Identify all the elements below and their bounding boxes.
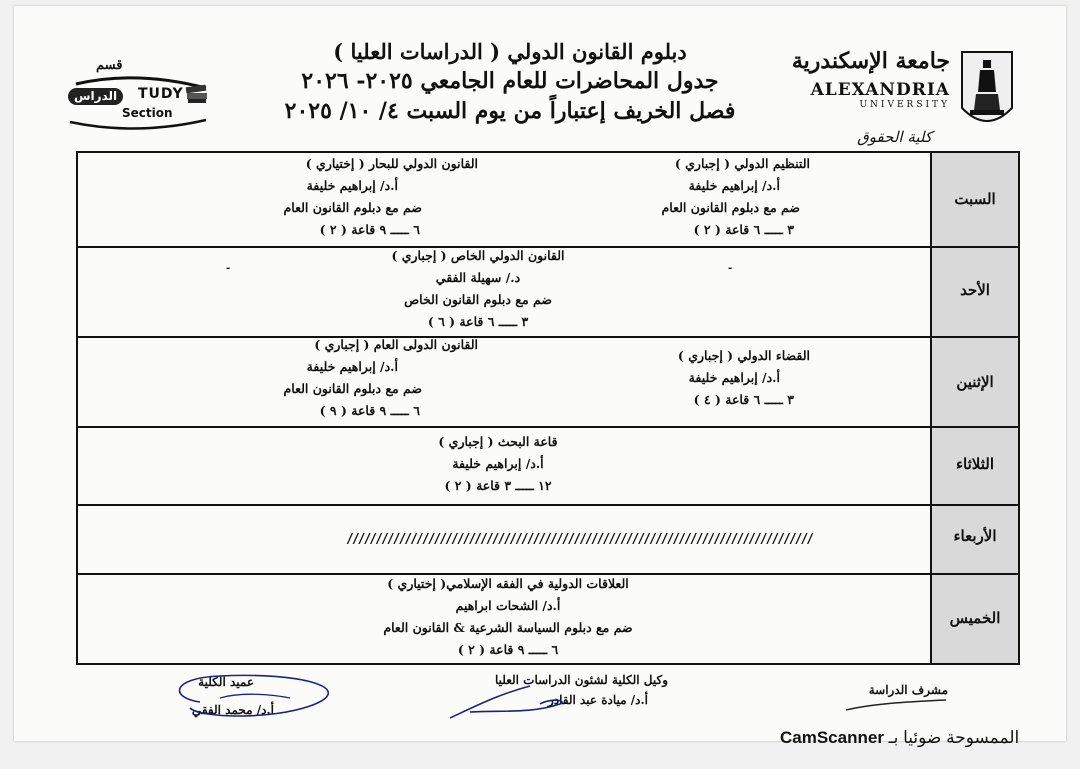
- course-name: القانون الدولي الخاص ( إجباري ): [391, 248, 565, 263]
- day-label-wednesday: الأربعاء: [953, 527, 997, 545]
- faculty-of-law-name: كلية الحقوق: [857, 128, 932, 146]
- course-name: التنظيم الدولي ( إجباري ): [674, 156, 810, 171]
- monday-right-lecture: [678, 345, 810, 411]
- day-column: [930, 153, 1018, 663]
- saturday-right-lecture: [662, 153, 810, 241]
- lighthouse-crest-icon: [958, 48, 1016, 134]
- course-name: القانون الدولي للبحار ( إختياري ): [305, 156, 478, 171]
- dean-name: أ.د/ محمد الفقي: [191, 703, 274, 717]
- course-name: العلاقات الدولية في الفقه الإسلامي( إختياري ): [387, 576, 629, 591]
- time-and-room: ٣ ـــــ ٦ قاعة ( ٤ ): [693, 392, 794, 407]
- day-label-saturday: السبت: [954, 190, 996, 208]
- joined-with-note: ضم مع دبلوم القانون العام: [661, 200, 800, 215]
- course-name: القضاء الدولي ( إجباري ): [677, 348, 810, 363]
- supervisor-title: مشرف الدراسة: [868, 683, 948, 697]
- day-label-monday: الإثنين: [956, 373, 994, 391]
- university-arabic-name: جامعة الإسكندرية: [791, 48, 950, 74]
- instructor-name: أ.د/ إبراهيم خليفة: [306, 178, 398, 193]
- scan-speck: -: [226, 263, 231, 274]
- books-icon: [184, 82, 210, 104]
- instructor-name: أ.د/ إبراهيم خليفة: [452, 456, 544, 471]
- camscanner-watermark: [780, 728, 1019, 748]
- instructor-name: أ.د/ إبراهيم خليفة: [688, 178, 780, 193]
- schedule-titles: [230, 38, 790, 126]
- vice-dean-name: أ.د/ ميادة عبد القادر: [547, 693, 648, 707]
- row-separator: [78, 504, 1018, 506]
- instructor-name: أ.د/ الشحات ابراهيم: [455, 598, 561, 613]
- semester-start-title: فصل الخريف إعتباراً من يوم السبت ٤/ ١٠/ ٢٠٢٥: [284, 98, 736, 124]
- time-and-room: ٦ ـــــ ٩ قاعة ( ٢ ): [319, 222, 420, 237]
- diploma-title: دبلوم القانون الدولي ( الدراسات العليا ): [333, 39, 687, 64]
- camscanner-prefix: الممسوحة ضوئيا بـ: [888, 728, 1020, 747]
- logo-qism-text: قسم: [96, 58, 123, 73]
- scan-speck: -: [728, 263, 733, 274]
- dean-title: عميد الكلية: [198, 675, 254, 689]
- academic-year-title: جدول المحاضرات للعام الجامعي ٢٠٢٥- ٢٠٢٦: [301, 68, 719, 94]
- study-section-logo: [66, 58, 216, 128]
- wednesday-no-lectures-mark: ////////////////////////////////////////////////////////////////////////////////: [346, 532, 813, 547]
- saturday-left-lecture: [284, 153, 478, 241]
- logo-study-text: TUDY: [138, 86, 184, 102]
- joined-with-note: ضم مع دبلوم القانون العام: [283, 200, 422, 215]
- day-label-thursday: الخميس: [949, 609, 1001, 627]
- monday-left-lecture: [284, 334, 478, 422]
- university-english-name: ALEXANDRIA: [810, 80, 950, 100]
- time-and-room: ١٢ ـــــ ٣ قاعة ( ٢ ): [444, 478, 552, 493]
- schedule-table: [76, 151, 1020, 665]
- time-and-room: ٦ ـــــ ٩ قاعة ( ٩ ): [319, 403, 420, 418]
- joined-with-note: ضم مع دبلوم السياسة الشرعية & القانون العام: [383, 620, 633, 635]
- university-english-sub: UNIVERSITY: [859, 100, 950, 110]
- dean-handwritten-signature: [160, 668, 350, 728]
- sunday-center-lecture: [298, 245, 658, 333]
- time-and-room: ٣ ـــــ ٦ قاعة ( ٦ ): [427, 314, 529, 329]
- instructor-name: أ.د/ إبراهيم خليفة: [306, 359, 398, 374]
- vice-dean-title: وكيل الكلية لشئون الدراسات العليا: [494, 673, 668, 687]
- logo-dept-pill: الدراس: [68, 88, 123, 105]
- joined-with-note: ضم مع دبلوم القانون العام: [283, 381, 422, 396]
- joined-with-note: ضم مع دبلوم القانون الخاص: [404, 292, 552, 307]
- alexandria-university-logo: [791, 48, 1032, 158]
- camscanner-brand: CamScanner: [780, 728, 884, 747]
- vice-dean-handwritten-signature: [440, 674, 590, 724]
- row-separator: [78, 336, 1018, 338]
- course-name: القانون الدولى العام ( إجباري ): [314, 337, 478, 352]
- instructor-name: د./ سهيلة الفقي: [435, 270, 521, 285]
- day-label-tuesday: الثلاثاء: [955, 455, 994, 473]
- row-separator: [78, 426, 1018, 428]
- thursday-center-lecture: [318, 573, 698, 661]
- course-name: قاعة البحث ( إجباري ): [438, 434, 558, 449]
- logo-section-text: Section: [122, 106, 173, 120]
- supervisor-handwritten-signature: [842, 690, 952, 720]
- time-and-room: ٣ ـــــ ٦ قاعة ( ٢ ): [693, 222, 794, 237]
- instructor-name: أ.د/ إبراهيم خليفة: [688, 370, 780, 385]
- time-and-room: ٦ ـــــ ٩ قاعة ( ٢ ): [457, 642, 559, 657]
- day-label-sunday: الأحد: [960, 281, 990, 299]
- tuesday-center-lecture: [378, 431, 618, 497]
